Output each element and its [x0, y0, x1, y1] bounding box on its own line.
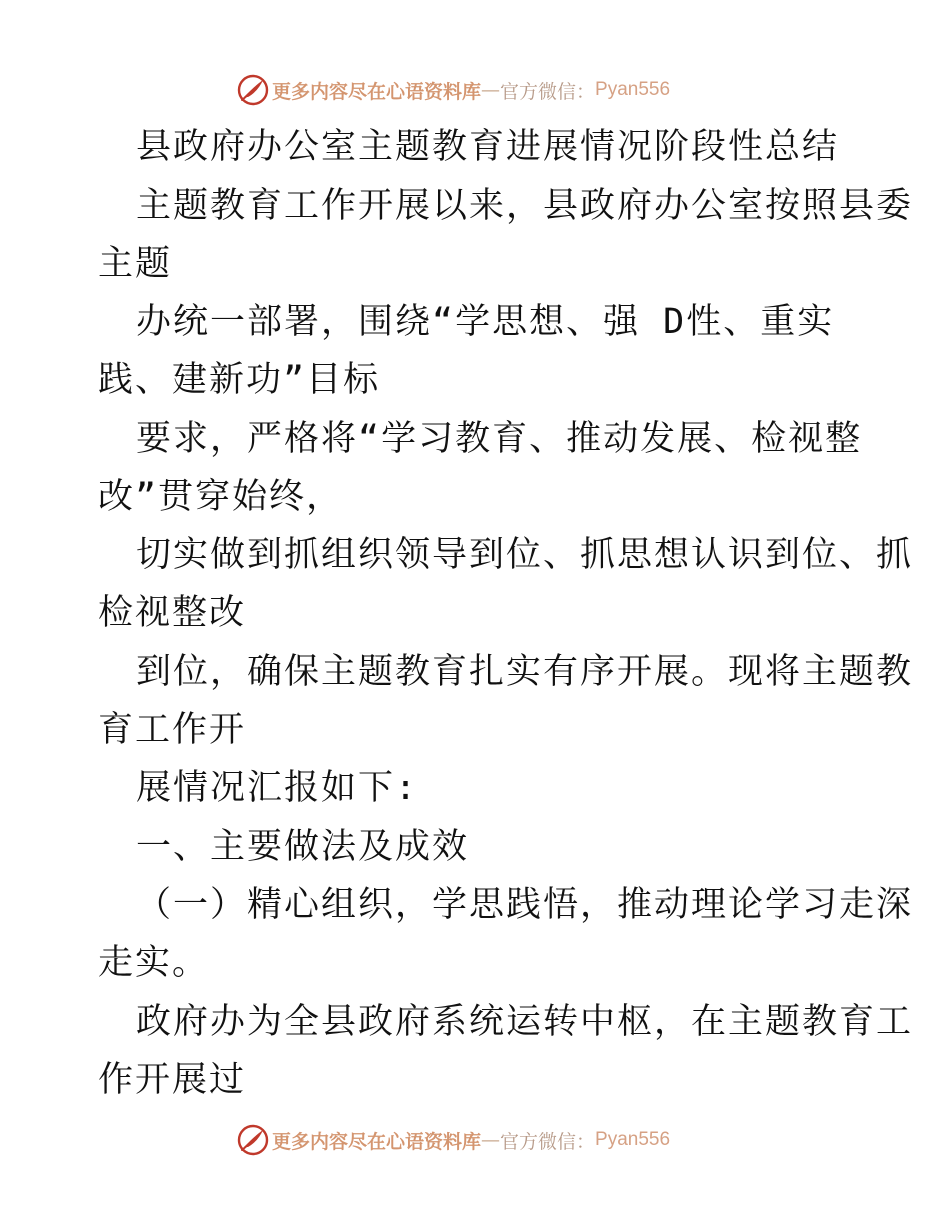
watermark-sub-text: 官方微信：: [500, 80, 596, 103]
paragraph-line: 主题教育工作开展以来，县政府办公室按照县委: [136, 186, 914, 226]
watermark-sub-text: 官方微信：: [500, 1130, 596, 1153]
watermark-dash: —: [481, 79, 501, 101]
paragraph-line: 切实做到抓组织领导到位、抓思想认识到位、抓: [136, 535, 914, 575]
paragraph-line: 育工作开: [98, 710, 247, 750]
document-title: 县政府办公室主题教育进展情况阶段性总结: [136, 127, 840, 167]
paragraph-line: 办统一部署，围绕“学思想、强 D性、重实: [136, 302, 835, 342]
section-heading: 一、主要做法及成效: [136, 827, 470, 867]
paragraph-line: 作开展过: [98, 1060, 247, 1100]
paragraph-line: 改”贯穿始终，: [98, 477, 344, 517]
footer-watermark: [236, 1123, 670, 1157]
watermark-id: Pyan556: [595, 79, 671, 100]
paragraph-line: 主题: [98, 244, 173, 284]
paragraph-line: 政府办为全县政府系统运转中枢，在主题教育工: [136, 1002, 914, 1042]
paragraph-line: 检视整改: [98, 593, 247, 633]
watermark-id: Pyan556: [595, 1129, 671, 1150]
quill-logo-icon: [236, 1123, 270, 1157]
paragraph-line: 走实。: [98, 943, 210, 983]
paragraph-line: 要求，严格将“学习教育、推动发展、检视整: [136, 419, 863, 459]
header-watermark: [236, 73, 670, 107]
paragraph-line: 践、建新功”目标: [98, 360, 381, 400]
watermark-main-text: 更多内容尽在心语资料库: [272, 80, 482, 103]
paragraph-line: 到位，确保主题教育扎实有序开展。现将主题教: [136, 652, 914, 692]
subsection-heading: （一）精心组织，学思践悟，推动理论学习走深: [136, 885, 914, 925]
paragraph-line: 展情况汇报如下:: [136, 768, 419, 808]
watermark-main-text: 更多内容尽在心语资料库: [272, 1130, 482, 1153]
quill-logo-icon: [236, 73, 270, 107]
watermark-dash: —: [481, 1129, 501, 1151]
